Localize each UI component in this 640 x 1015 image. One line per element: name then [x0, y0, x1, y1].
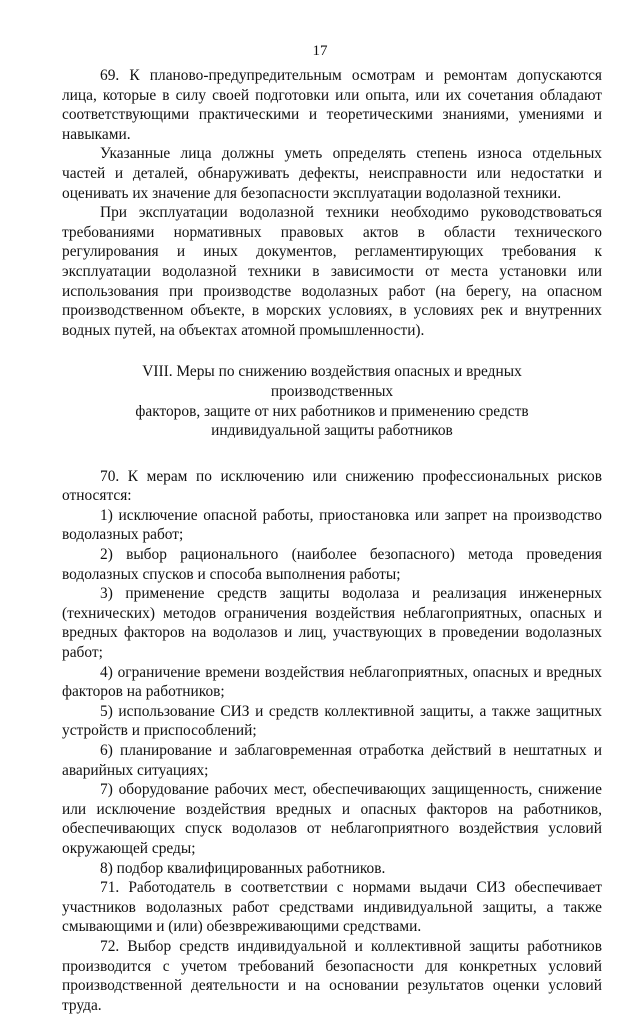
list-item-7: 7) оборудование рабочих мест, обеспечивающих защищенность, снижение или исключение воздействия вредных и опасных факторов на работников, обеспечивающих спуск водолазов от неблагоприятного воздействия условий окружающей среды;: [62, 781, 602, 857]
paragraph-69: 69. К планово-предупредительным осмотрам и ремонтам допускаются лица, которые в силу своей подготовки или опыта, или их сочетания обладают соответствующими практическими и теоретическими знаниями, умениями и навыками.: [62, 67, 602, 143]
paragraph-operation-requirements: При эксплуатации водолазной техники необходимо руководствоваться требованиями нормативных правовых актов в области технического регулирования и иных документов, регламентирующих требования к эксплуатации водолазной техники в зависимости от места установки или использования при производстве водолазных работ (на берегу, на опасном производственном объекте, в морских условиях, в условиях рек и внутренних водных путей, на объектах атомной промышленности).: [62, 204, 602, 339]
paragraph-71: 71. Работодатель в соответствии с нормами выдачи СИЗ обеспечивает участников водолазных работ средствами индивидуальной защиты, а также смывающими и (или) обезвреживающими средствами.: [62, 879, 602, 936]
list-item-6: 6) планирование и заблаговременная отработка действий в нештатных и аварийных ситуациях;: [62, 742, 602, 779]
section-heading-line-3: индивидуальной защиты работников: [211, 422, 453, 440]
list-item-4: 4) ограничение времени воздействия неблагоприятных, опасных и вредных факторов на работников;: [62, 663, 602, 701]
paragraph-72: 72. Выбор средств индивидуальной и коллективной защиты работников производится с учетом требований безопасности для конкретных условий производственной деятельности и на основании результатов оценки условий труда.: [62, 937, 602, 1014]
section-heading-viii: [62, 362, 602, 440]
list-item-1: 1) исключение опасной работы, приостановка или запрет на производство водолазных работ;: [62, 506, 602, 544]
list-item-8: 8) подбор квалифицированных работников.: [100, 859, 386, 877]
list-item-3: 3) применение средств защиты водолаза и реализация инженерных (технических) методов ограничения воздействия неблагоприятных, опасных и вредных факторов на водолазов и лиц, участвующих в проведении водолазных работ;: [62, 585, 602, 662]
document-body: [62, 66, 602, 1015]
list-item-5: 5) использование СИЗ и средств коллективной защиты, а также защитных устройств и приспособлений;: [62, 702, 602, 740]
section-heading-line-1: VIII. Меры по снижению воздействия опасных и вредных производственных: [142, 363, 522, 400]
paragraph-70: 70. К мерам по исключению или снижению профессиональных рисков относятся:: [62, 467, 602, 505]
paragraph-qualified-persons: Указанные лица должны уметь определять степень износа отдельных частей и деталей, обнаруживать дефекты, неисправности или недостатки и оценивать их значение для безопасности эксплуатации водолазной техники.: [62, 145, 602, 202]
section-heading-line-2: факторов, защите от них работников и применению средств: [135, 402, 529, 420]
page-number: 17: [312, 43, 328, 59]
list-item-2: 2) выбор рационального (наиболее безопасного) метода проведения водолазных спусков и способа выполнения работы;: [62, 546, 602, 583]
